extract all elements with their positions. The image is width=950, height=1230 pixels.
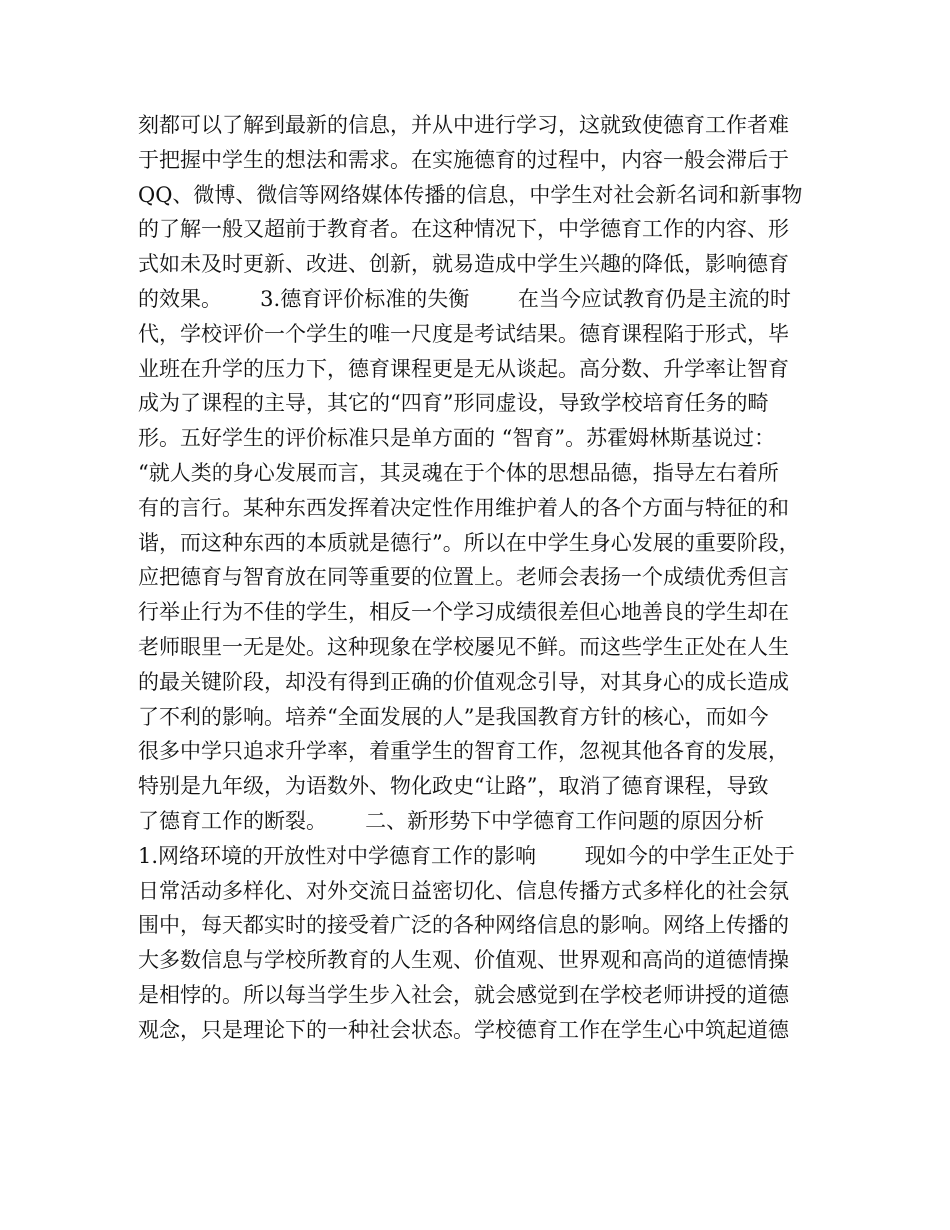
text-line: “就人类的身心发展而言，其灵魂在于个体的思想品德，指导左右着所 bbox=[138, 460, 779, 485]
text-line: 了德育工作的断裂。 二、新形势下中学德育工作问题的原因分析 bbox=[138, 808, 765, 833]
text-line: 应把德育与智育放在同等重要的位置上。老师会表扬一个成绩优秀但言 bbox=[138, 565, 789, 590]
text-line: 大多数信息与学校所教育的人生观、价值观、世界观和高尚的道德情操 bbox=[138, 948, 789, 973]
text-line: 行举止行为不佳的学生，相反一个学习成绩很差但心地善良的学生却在 bbox=[138, 600, 789, 625]
text-line: 的效果。 3.德育评价标准的失衡 在当今应试教育仍是主流的时 bbox=[138, 286, 791, 311]
text-line: 的了解一般又超前于教育者。在这种情况下，中学德育工作的内容、形 bbox=[138, 217, 789, 242]
text-line: 业班在升学的压力下，德育课程更是无从谈起。高分数、升学率让智育 bbox=[138, 356, 789, 381]
text-line: 1.网络环境的开放性对中学德育工作的影响 现如今的中学生正处于 bbox=[138, 843, 795, 868]
text-line: 了不利的影响。培养“全面发展的人”是我国教育方针的核心，而如今 bbox=[138, 704, 769, 729]
text-line: 很多中学只追求升学率，着重学生的智育工作，忽视其他各育的发展， bbox=[138, 739, 789, 764]
text-line: 式如未及时更新、改进、创新，就易造成中学生兴趣的降低，影响德育 bbox=[138, 252, 789, 277]
text-line: 特别是九年级，为语数外、物化政史“让路”，取消了德育课程，导致 bbox=[138, 774, 769, 799]
text-line: 成为了课程的主导，其它的“四育”形同虚设，导致学校培育任务的畸 bbox=[138, 391, 769, 416]
text-line: 是相悖的。所以每当学生步入社会，就会感觉到在学校老师讲授的道德 bbox=[138, 982, 789, 1007]
text-line: 于把握中学生的想法和需求。在实施德育的过程中，内容一般会滞后于 bbox=[138, 147, 789, 172]
text-line: 代，学校评价一个学生的唯一尺度是考试结果。德育课程陷于形式，毕 bbox=[138, 321, 789, 346]
text-line: 的最关键阶段，却没有得到正确的价值观念引导，对其身心的成长造成 bbox=[138, 669, 789, 694]
body-text bbox=[138, 108, 828, 1048]
text-line: 刻都可以了解到最新的信息，并从中进行学习，这就致使德育工作者难 bbox=[138, 113, 789, 137]
text-line: 老师眼里一无是处。这种现象在学校屡见不鲜。而这些学生正处在人生 bbox=[138, 634, 789, 659]
text-line: 有的言行。某种东西发挥着决定性作用维护着人的各个方面与特征的和 bbox=[138, 495, 789, 520]
text-line: QQ、微博、微信等网络媒体传播的信息，中学生对社会新名词和新事物 bbox=[138, 182, 803, 207]
text-line: 日常活动多样化、对外交流日益密切化、信息传播方式多样化的社会氛 bbox=[138, 878, 789, 903]
text-line: 谐，而这种东西的本质就是德行”。所以在中学生身心发展的重要阶段， bbox=[138, 530, 800, 555]
text-line: 形。五好学生的评价标准只是单方面的 “智育”。苏霍姆林斯基说过： bbox=[138, 426, 776, 451]
text-line: 观念，只是理论下的一种社会状态。学校德育工作在学生心中筑起道德 bbox=[138, 1017, 789, 1042]
text-line: 围中，每天都实时的接受着广泛的各种网络信息的影响。网络上传播的 bbox=[138, 913, 789, 938]
